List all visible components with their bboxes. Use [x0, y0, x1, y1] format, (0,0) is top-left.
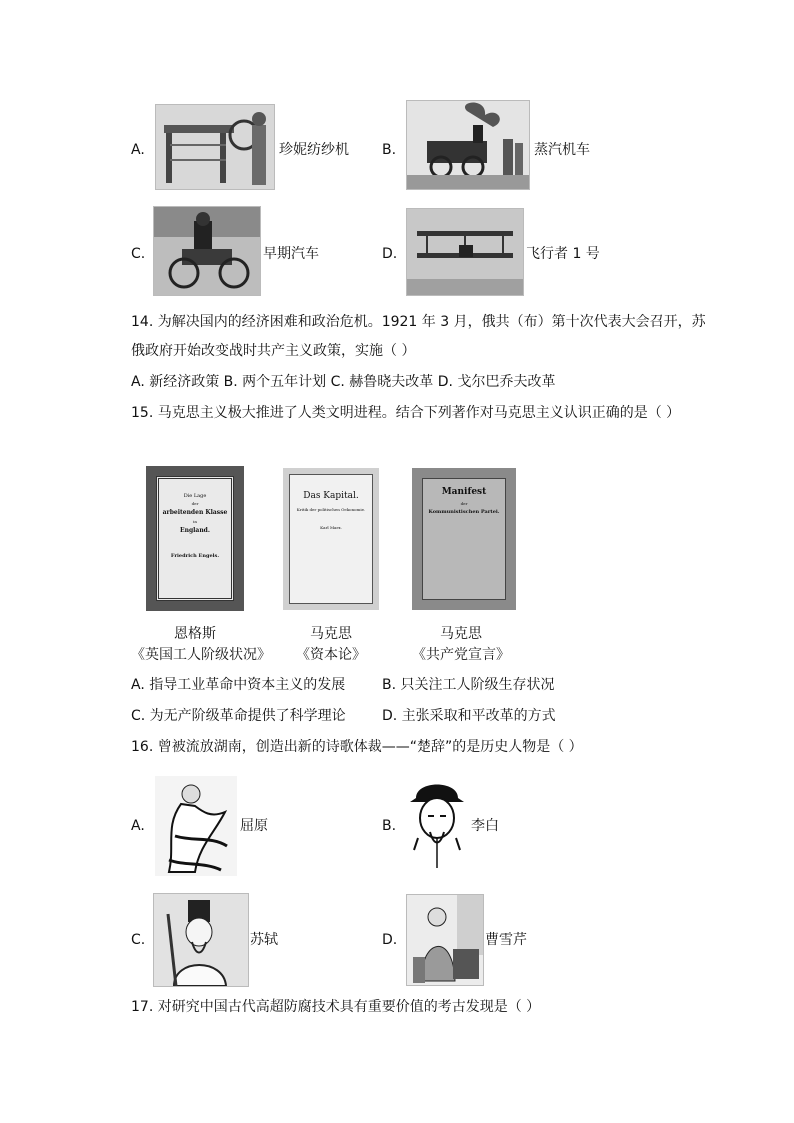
q16-option-a-letter: A.	[131, 818, 145, 834]
book2-author: 马克思	[310, 626, 352, 642]
q16-option-b-label: 李白	[471, 818, 499, 834]
book3-title: 《共产党宣言》	[412, 647, 510, 663]
cover-text: der	[191, 501, 199, 506]
option-d-label: 飞行者 1 号	[526, 246, 600, 262]
wright-flyer-image	[406, 208, 524, 296]
book-cover-communist-manifesto	[412, 468, 516, 610]
book-cover-das-kapital	[283, 468, 379, 610]
q14-options: A. 新经济政策 B. 两个五年计划 C. 赫鲁晓夫改革 D. 戈尔巴乔夫改革	[131, 374, 556, 390]
q16-option-c-label: 苏轼	[250, 932, 278, 948]
q14-stem-line1: 14. 为解决国内的经济困难和政治危机。1921 年 3 月，俄共（布）第十次代表大会召开，苏	[131, 314, 706, 330]
cover-text: Friedrich Engels.	[170, 553, 220, 559]
option-b-label: 蒸汽机车	[534, 142, 590, 158]
cover-text: der	[460, 501, 468, 506]
cover-text: Kritik der politischen Oekonomie.	[296, 507, 366, 512]
book1-author: 恩格斯	[174, 626, 216, 642]
qu-yuan-portrait	[155, 776, 237, 876]
q16-option-c-letter: C.	[131, 932, 146, 948]
cover-text: Manifest	[441, 487, 487, 497]
cover-text: Die Lage	[183, 493, 207, 499]
book2-title: 《资本论》	[296, 647, 366, 663]
q15-option-b: B. 只关注工人阶级生存状况	[382, 677, 555, 693]
q16-stem: 16. 曾被流放湖南，创造出新的诗歌体裁——“楚辞”的是历史人物是（ ）	[131, 739, 583, 755]
cover-text: arbeitenden Klasse	[162, 509, 228, 516]
q16-option-d-letter: D.	[382, 932, 398, 948]
li-bai-portrait	[404, 776, 470, 872]
spinning-jenny-image	[155, 104, 275, 190]
option-c-letter: C.	[131, 246, 146, 262]
cover-text: Das Kapital.	[303, 491, 359, 501]
q16-option-b-letter: B.	[382, 818, 397, 834]
cover-text: in	[193, 519, 197, 524]
book3-author: 马克思	[440, 626, 482, 642]
option-b-letter: B.	[382, 142, 397, 158]
q15-option-d: D. 主张采取和平改革的方式	[382, 708, 556, 724]
q15-option-c: C. 为无产阶级革命提供了科学理论	[131, 708, 346, 724]
q17-stem: 17. 对研究中国古代高超防腐技术具有重要价值的考古发现是（ ）	[131, 999, 541, 1015]
q16-option-a-label: 屈原	[240, 818, 268, 834]
option-a-letter: A.	[131, 142, 145, 158]
q16-option-d-label: 曹雪芹	[485, 932, 527, 948]
option-c-label: 早期汽车	[263, 246, 319, 262]
early-automobile-image	[153, 206, 261, 296]
cover-text: Kommunistischen Partei.	[428, 509, 500, 515]
option-a-label: 珍妮纺纱机	[279, 142, 349, 158]
book-cover-condition-working-class	[146, 466, 244, 611]
book1-title: 《英国工人阶级状况》	[131, 647, 271, 663]
cao-xueqin-portrait	[406, 894, 484, 986]
q14-stem-line2: 俄政府开始改变战时共产主义政策，实施（ ）	[131, 343, 416, 359]
steam-locomotive-image	[406, 100, 530, 190]
q15-option-a: A. 指导工业革命中资本主义的发展	[131, 677, 346, 693]
cover-text: Karl Marx.	[320, 525, 342, 530]
su-shi-portrait	[153, 893, 249, 987]
cover-text: England.	[180, 527, 210, 534]
q15-stem: 15. 马克思主义极大推进了人类文明进程。结合下列著作对马克思主义认识正确的是（ ）	[131, 405, 681, 421]
option-d-letter: D.	[382, 246, 398, 262]
